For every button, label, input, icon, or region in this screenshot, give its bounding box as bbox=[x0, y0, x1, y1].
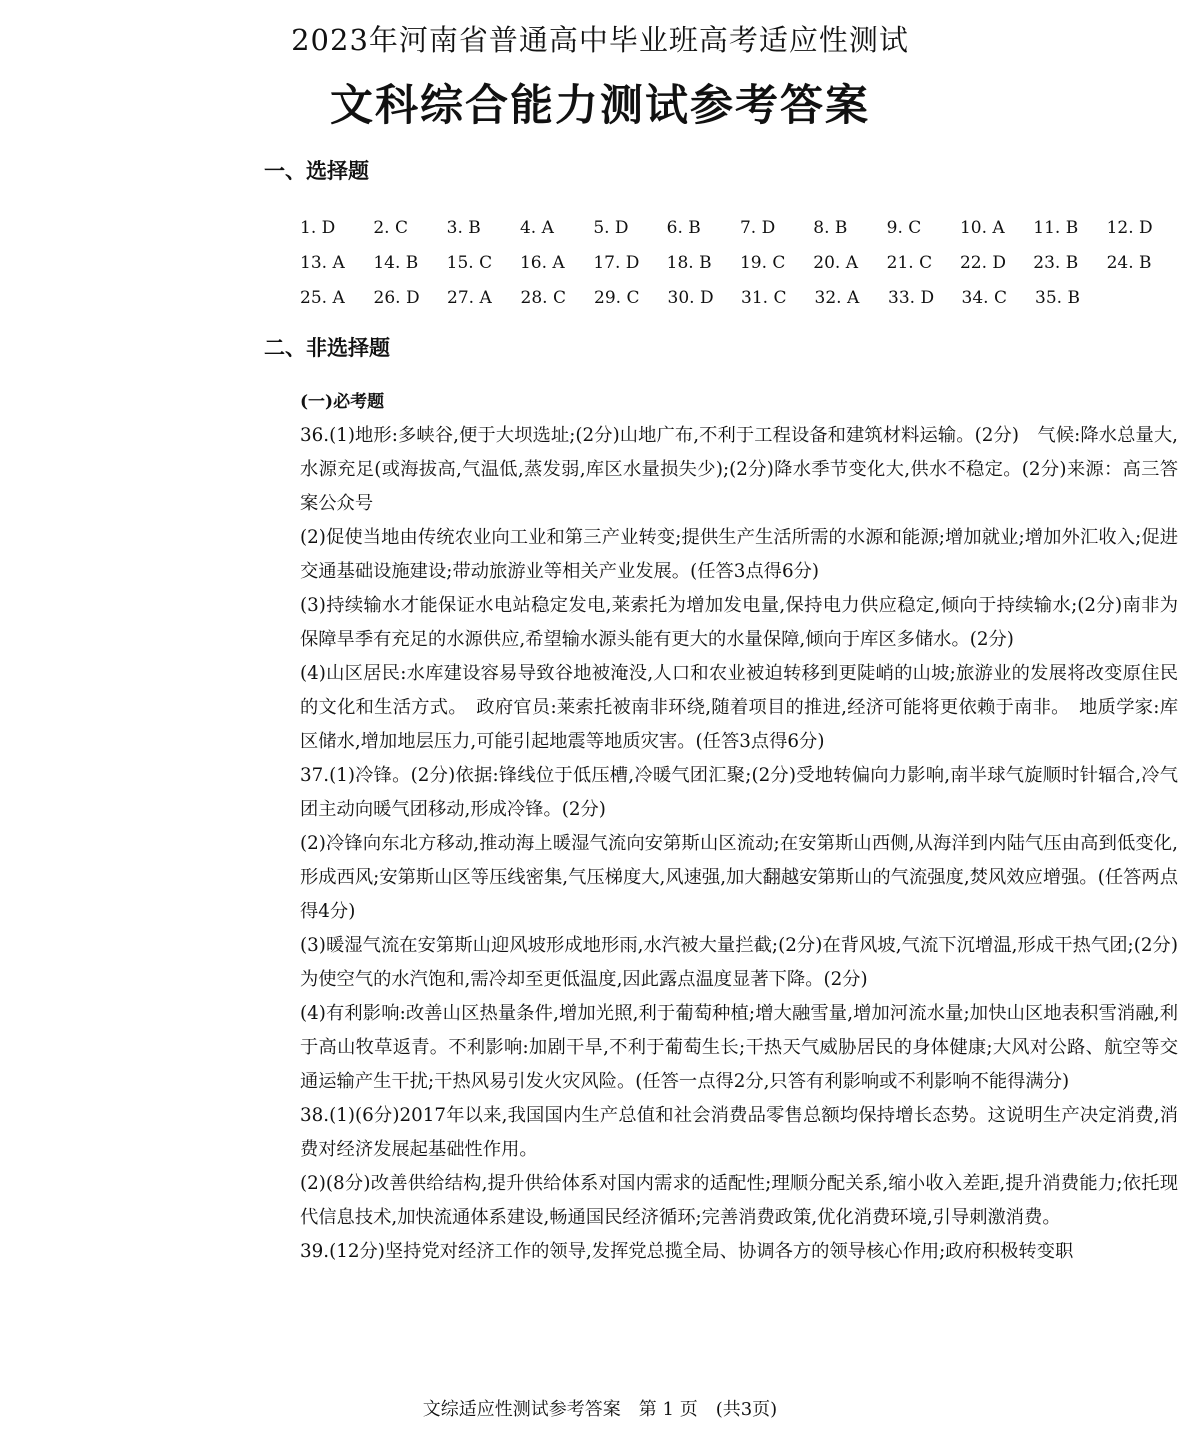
answer-paragraph: (3)持续输水才能保证水电站稳定发电,莱索托为增加发电量,保持电力供应稳定,倾向于持续输水;(2分)南非为保障旱季有充足的水源供应,希望输水源头能有更大的水量保障,倾向于库区多储水。(2分) bbox=[300, 595, 1178, 650]
answer-item: 8. B bbox=[813, 217, 848, 238]
answer-paragraph: 36.(1)地形:多峡谷,便于大坝选址;(2分)山地广布,不利于工程设备和建筑材料运输。(2分) 气候:降水总量大,水源充足(或海拔高,气温低,蒸发弱,库区水量损失少);(2分)降水季节变化大,供水不稳定。(2分)来源：高三答案公众号 bbox=[300, 425, 1178, 514]
answer-item: 1. D bbox=[300, 217, 336, 238]
answer-paragraph: (4)山区居民:水库建设容易导致谷地被淹没,人口和农业被迫转移到更陡峭的山坡;旅游业的发展将改变原住民的文化和生活方式。 政府官员:莱索托被南非环绕,随着项目的推进,经济可能将更依赖于南非。 地质学家:库区储水,增加地层压力,可能引起地震等地质灾害。(任答3点得6分) bbox=[300, 663, 1178, 752]
answer-item: 5. D bbox=[593, 217, 629, 238]
section-2-heading: 二、非选择题 bbox=[264, 335, 390, 360]
answer-item: 32. A bbox=[814, 287, 860, 308]
subsection-heading: (一)必考题 bbox=[300, 392, 385, 412]
answer-item: 18. B bbox=[666, 252, 712, 273]
answer-item: 30. D bbox=[667, 287, 714, 308]
answer-paragraph: 37.(1)冷锋。(2分)依据:锋线位于低压槽,冷暖气团汇聚;(2分)受地转偏向力影响,南半球气旋顺时针辐合,冷气团主动向暖气团移动,形成冷锋。(2分) bbox=[300, 765, 1178, 820]
answer-item: 35. B bbox=[1035, 287, 1080, 308]
answer-body bbox=[300, 385, 1178, 1269]
answer-item: 6. B bbox=[666, 217, 701, 238]
answer-item: 12. D bbox=[1106, 217, 1153, 238]
answer-item: 3. B bbox=[446, 217, 481, 238]
page-footer: 文综适应性测试参考答案 第 1 页 (共3页) bbox=[422, 1399, 778, 1420]
answer-item: 22. D bbox=[959, 252, 1007, 273]
answer-item: 31. C bbox=[741, 287, 787, 308]
answer-row bbox=[300, 280, 1180, 315]
answer-item: 25. A bbox=[300, 287, 345, 308]
answer-item: 20. A bbox=[813, 252, 859, 273]
answer-item: 13. A bbox=[300, 252, 345, 273]
answer-row bbox=[300, 210, 1180, 245]
answer-item: 2. C bbox=[373, 217, 408, 238]
answer-item: 9. C bbox=[886, 217, 922, 238]
answer-item: 17. D bbox=[593, 252, 640, 273]
answer-item: 19. C bbox=[739, 252, 786, 273]
answer-item: 26. D bbox=[373, 287, 420, 308]
answer-item: 14. B bbox=[373, 252, 419, 273]
answer-key-title: 文科综合能力测试参考答案 bbox=[330, 81, 870, 131]
multiple-choice-answers bbox=[300, 210, 1180, 315]
answer-item: 4. A bbox=[519, 217, 554, 238]
answer-item: 27. A bbox=[447, 287, 492, 308]
answer-item: 28. C bbox=[520, 287, 566, 308]
section-1-heading: 一、选择题 bbox=[264, 158, 369, 183]
answer-item: 7. D bbox=[739, 217, 776, 238]
answer-item: 24. B bbox=[1106, 252, 1152, 273]
answer-paragraph: 38.(1)(6分)2017年以来,我国国内生产总值和社会消费品零售总额均保持增长态势。这说明生产决定消费,消费对经济发展起基础性作用。 bbox=[300, 1105, 1178, 1160]
answer-item: 16. A bbox=[519, 252, 565, 273]
answer-paragraph: (3)暖湿气流在安第斯山迎风坡形成地形雨,水汽被大量拦截;(2分)在背风坡,气流下沉增温,形成干热气团;(2分)为使空气的水汽饱和,需冷却至更低温度,因此露点温度显著下降。(2分) bbox=[300, 935, 1178, 990]
answer-item: 21. C bbox=[886, 252, 933, 273]
answer-item: 34. C bbox=[961, 287, 1007, 308]
answer-item: 33. D bbox=[888, 287, 935, 308]
answer-paragraph: (2)(8分)改善供给结构,提升供给体系对国内需求的适配性;理顺分配关系,缩小收入差距,提升消费能力;依托现代信息技术,加快流通体系建设,畅通国民经济循环;完善消费政策,优化消费环境,引导刺激消费。 bbox=[300, 1173, 1178, 1228]
answer-item: 10. A bbox=[959, 217, 1005, 238]
exam-title: 2023年河南省普通高中毕业班高考适应性测试 bbox=[291, 23, 909, 57]
answer-paragraph: (2)冷锋向东北方移动,推动海上暖湿气流向安第斯山区流动;在安第斯山西侧,从海洋到内陆气压由高到低变化,形成西风;安第斯山区等压线密集,气压梯度大,风速强,加大翻越安第斯山的气流强度,焚风效应增强。(任答两点得4分) bbox=[300, 833, 1178, 922]
answer-row bbox=[300, 245, 1180, 280]
answer-item: 15. C bbox=[446, 252, 493, 273]
answer-paragraph: 39.(12分)坚持党对经济工作的领导,发挥党总揽全局、协调各方的领导核心作用;政府积极转变职 bbox=[300, 1241, 1074, 1262]
answer-item: 11. B bbox=[1033, 217, 1079, 238]
answer-paragraph: (4)有利影响:改善山区热量条件,增加光照,利于葡萄种植;增大融雪量,增加河流水量;加快山区地表积雪消融,利于高山牧草返青。不利影响:加剧干旱,不利于葡萄生长;干热天气威胁居民的身体健康;大风对公路、航空等交通运输产生干扰;干热风易引发火灾风险。(任答一点得2分,只答有利影响或不利影响不能得满分) bbox=[300, 1003, 1178, 1092]
answer-item: 23. B bbox=[1033, 252, 1079, 273]
answer-item: 29. C bbox=[594, 287, 640, 308]
answer-paragraph: (2)促使当地由传统农业向工业和第三产业转变;提供生产生活所需的水源和能源;增加就业;增加外汇收入;促进交通基础设施建设;带动旅游业等相关产业发展。(任答3点得6分) bbox=[300, 527, 1178, 582]
